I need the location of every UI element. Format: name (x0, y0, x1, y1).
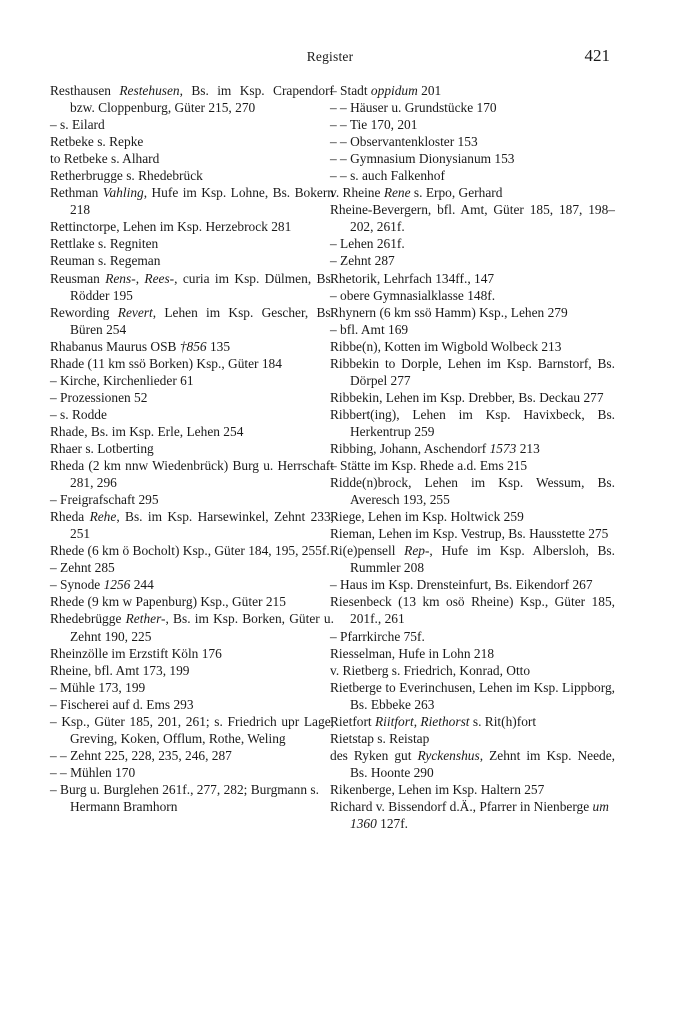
index-entry: Riesselman, Hufe in Lohn 218 (330, 645, 495, 661)
index-entry: des Ryken gut Ryckenshus, Zehnt im Ksp. Neede, Bs. Hoonte 290 (330, 747, 615, 780)
index-entry: Retherbrugge s. Rhedebrück (50, 168, 203, 184)
index-entry: v. Rietberg s. Friedrich, Konrad, Otto (330, 662, 531, 678)
index-entry: Reuman s. Regeman (50, 253, 161, 269)
index-entry: – Fischerei auf d. Ems 293 (50, 696, 194, 712)
index-entry: Resthausen Restehusen, Bs. im Ksp. Crapendorf bzw. Cloppenburg, Güter 215, 270 (50, 83, 334, 116)
index-entry: Rheda Rehe, Bs. im Ksp. Harsewinkel, Zehnt 233, 251 (50, 509, 334, 542)
index-entry: Rettlake s. Regniten (50, 236, 159, 252)
index-entry: – – Gymnasium Dionysianum 153 (330, 151, 515, 167)
index-entry: Ri(e)pensell Rep-, Hufe im Ksp. Albersloh, Bs. Rummler 208 (330, 543, 615, 576)
index-entry: Riege, Lehen im Ksp. Holtwick 259 (330, 509, 524, 525)
index-entry: – s. Rodde (50, 406, 107, 422)
index-entry: Rhedebrügge Rether-, Bs. im Ksp. Borken, Güter u. Zehnt 190, 225 (50, 611, 334, 644)
index-entry: Rhaer s. Lotberting (50, 440, 154, 456)
index-entry: Rhabanus Maurus OSB †856 135 (50, 338, 231, 354)
index-entry: Retbeke s. Repke (50, 134, 144, 150)
page-header (50, 46, 610, 70)
index-entry: – – Zehnt 225, 228, 235, 246, 287 (50, 747, 232, 763)
index-entry: Rhade, Bs. im Ksp. Erle, Lehen 254 (50, 423, 244, 439)
index-entry: Rietfort Riitfort, Riethorst s. Rit(h)fort (330, 713, 537, 729)
index-entry: Rhetorik, Lehrfach 134ff., 147 (330, 270, 495, 286)
index-entry: – Ksp., Güter 185, 201, 261; s. Friedrich upr Lage, Greving, Koken, Offlum, Rothe, Weling (50, 713, 334, 746)
index-entry: Ridde(n)brock, Lehen im Ksp. Wessum, Bs. Averesch 193, 255 (330, 475, 615, 508)
index-entry: – bfl. Amt 169 (330, 321, 409, 337)
index-entry: to Retbeke s. Alhard (50, 151, 160, 167)
index-entry: – – Observantenkloster 153 (330, 134, 478, 150)
index-column-right (330, 82, 615, 832)
index-entry: Rethman Vahling, Hufe im Ksp. Lohne, Bs. Bokern 218 (50, 185, 334, 218)
index-entry: Rhade (11 km ssö Borken) Ksp., Güter 184 (50, 355, 282, 371)
index-entry: – Kirche, Kirchenlieder 61 (50, 372, 194, 388)
index-entry: – Haus im Ksp. Drensteinfurt, Bs. Eikendorf 267 (330, 577, 593, 593)
index-entry: Ribbe(n), Kotten im Wigbold Wolbeck 213 (330, 338, 562, 354)
running-head-title: Register (306, 49, 354, 64)
index-entry: Rietstap s. Reistap (330, 730, 430, 746)
index-entry: – Zehnt 287 (330, 253, 395, 269)
index-entry: Rhynern (6 km ssö Hamm) Ksp., Lehen 279 (330, 304, 568, 320)
index-entry: Rewording Revert, Lehen im Ksp. Gescher, Bs. Büren 254 (50, 304, 334, 337)
index-entry: Ribbert(ing), Lehen im Ksp. Havixbeck, Bs. Herkentrup 259 (330, 406, 615, 439)
index-entry: – Pfarrkirche 75f. (330, 628, 425, 644)
index-entry: Ribbekin to Dorple, Lehen im Ksp. Barnstorf, Bs. Dörpel 277 (330, 355, 615, 388)
index-entry: – – Tie 170, 201 (330, 117, 418, 133)
index-entry: Rettinctorpe, Lehen im Ksp. Herzebrock 281 (50, 219, 292, 235)
index-entry: Rheinzölle im Erzstift Köln 176 (50, 645, 222, 661)
index-entry: – Mühle 173, 199 (50, 679, 146, 695)
index-entry: Riesenbeck (13 km osö Rheine) Ksp., Güter 185, 201f., 261 (330, 594, 615, 627)
index-entry: – – s. auch Falkenhof (330, 168, 445, 184)
index-column-left (50, 82, 334, 815)
index-entry: – Lehen 261f. (330, 236, 405, 252)
index-entry: – obere Gymnasialklasse 148f. (330, 287, 496, 303)
index-entry: – Synode 1256 244 (50, 577, 154, 593)
index-entry: Rheine-Bevergern, bfl. Amt, Güter 185, 187, 198–202, 261f. (330, 202, 615, 235)
page-number: 421 (584, 46, 610, 65)
index-entry: Rieman, Lehen im Ksp. Vestrup, Bs. Hausstette 275 (330, 526, 609, 542)
index-entry: Rhede (9 km w Papenburg) Ksp., Güter 215 (50, 594, 286, 610)
index-entry: – Stadt oppidum 201 (330, 83, 442, 98)
index-entry: Rheda (2 km nnw Wiedenbrück) Burg u. Herrschaft 281, 296 (50, 458, 334, 491)
index-entry: Reusman Rens-, Rees-, curia im Ksp. Dülmen, Bs. Rödder 195 (50, 270, 335, 303)
index-entry: v. Rheine Rene s. Erpo, Gerhard (330, 185, 503, 201)
index-entry: – Burg u. Burglehen 261f., 277, 282; Burgmann s. Hermann Bramhorn (50, 781, 319, 814)
index-entry: Rikenberge, Lehen im Ksp. Haltern 257 (330, 781, 545, 797)
index-entry: Rheine, bfl. Amt 173, 199 (50, 662, 190, 678)
index-entry: – Zehnt 285 (50, 560, 115, 576)
index-entry: Ribbekin, Lehen im Ksp. Drebber, Bs. Deckau 277 (330, 389, 604, 405)
index-entry: – Freigrafschaft 295 (50, 492, 159, 508)
index-entry: – s. Eilard (50, 117, 105, 133)
index-entry: Rietberge to Everinchusen, Lehen im Ksp. Lippborg, Bs. Ebbeke 263 (330, 679, 615, 712)
index-entry: Rhede (6 km ö Bocholt) Ksp., Güter 184, 195, 255f. (50, 543, 330, 559)
index-entry: – Stätte im Ksp. Rhede a.d. Ems 215 (330, 458, 528, 474)
index-entry: – – Mühlen 170 (50, 764, 136, 780)
index-entry: Ribbing, Johann, Aschendorf 1573 213 (330, 440, 540, 456)
index-entry: Richard v. Bissendorf d.Ä., Pfarrer in Nienberge um 1360 127f. (330, 798, 609, 832)
index-entry: – Prozessionen 52 (50, 389, 148, 405)
index-entry: – – Häuser u. Grundstücke 170 (330, 100, 497, 116)
